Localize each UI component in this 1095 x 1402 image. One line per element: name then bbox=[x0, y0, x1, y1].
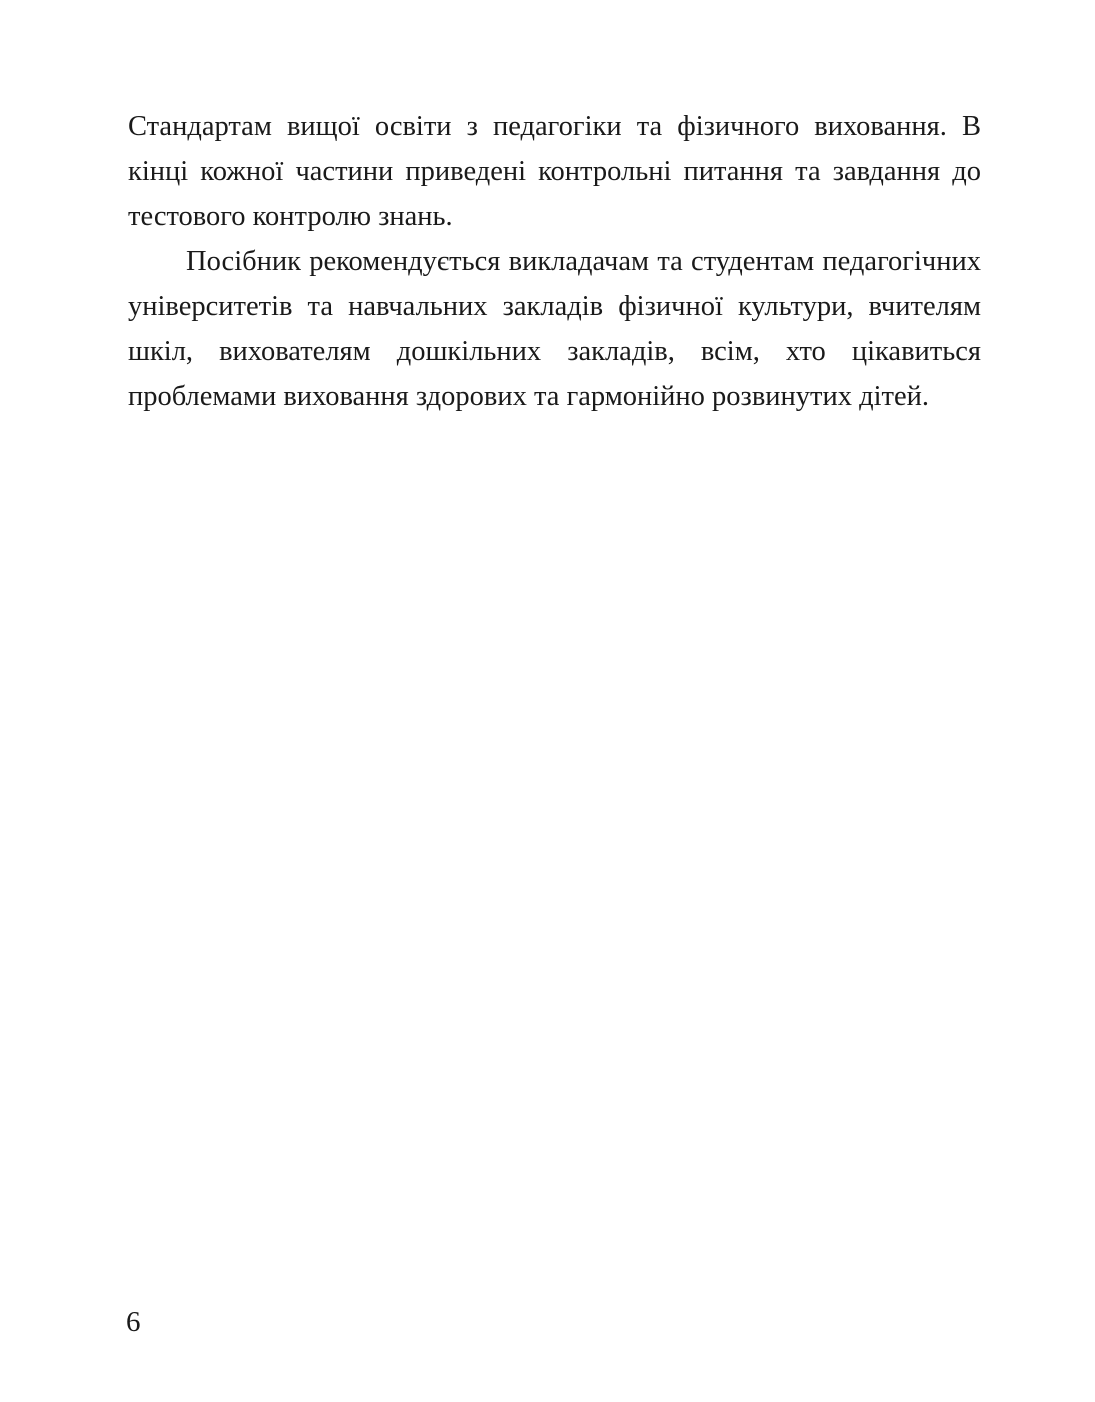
page-number: 6 bbox=[126, 1306, 141, 1338]
paragraph-recommendation: Посібник рекомендується викладачам та студентам педагогічних університетів та навчальних закладів фізичної культури, вчителям шкіл, вихователям дошкільних закладів, всім, хто цікавиться проблемами виховання здорових та гармонійно розвинутих дітей. bbox=[128, 246, 981, 412]
paragraph-continuation: Стандартам вищої освіти з педагогіки та фізичного виховання. В кінці кожної частини приведені контрольні питання та завдання до тестового контролю знань. bbox=[128, 111, 981, 232]
body-text bbox=[128, 104, 981, 419]
